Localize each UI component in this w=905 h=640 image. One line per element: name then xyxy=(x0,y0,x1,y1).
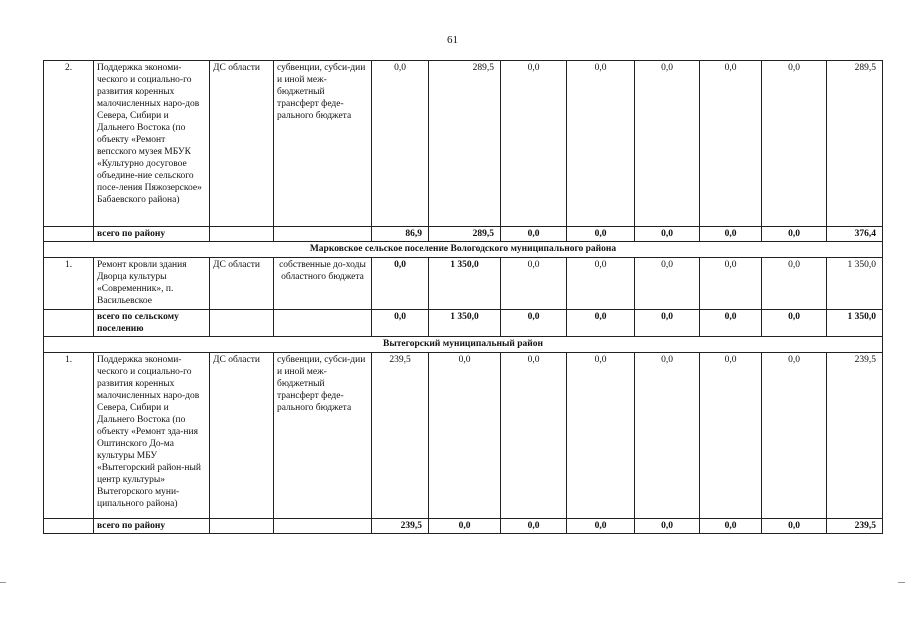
value-cell: 0,0 xyxy=(567,61,635,227)
value-cell: 239,5 xyxy=(827,353,883,519)
value-cell: 1 350,0 xyxy=(827,258,883,310)
value-cell: 0,0 xyxy=(762,353,827,519)
value-cell: 0,0 xyxy=(501,353,567,519)
row-description: Ремонт кровли здания Дворца культуры «Современник», п. Васильевское xyxy=(94,258,210,310)
scan-artifact-left xyxy=(0,582,6,583)
section-header-row xyxy=(44,337,883,353)
value-cell: 0,0 xyxy=(567,258,635,310)
total-value: 1 350,0 xyxy=(827,310,883,337)
total-value: 239,5 xyxy=(372,519,429,534)
value-cell: 289,5 xyxy=(827,61,883,227)
value-cell: 1 350,0 xyxy=(429,258,501,310)
value-cell: 0,0 xyxy=(700,61,762,227)
value-cell: 0,0 xyxy=(567,353,635,519)
total-value: 0,0 xyxy=(762,310,827,337)
total-value: 0,0 xyxy=(700,227,762,242)
value-cell: 0,0 xyxy=(700,353,762,519)
table-row xyxy=(44,258,883,310)
total-value: 0,0 xyxy=(501,519,567,534)
table-row xyxy=(44,61,883,227)
row-executor: ДС области xyxy=(210,61,274,227)
value-cell: 0,0 xyxy=(762,61,827,227)
total-value: 0,0 xyxy=(700,519,762,534)
total-row xyxy=(44,227,883,242)
value-cell: 0,0 xyxy=(762,258,827,310)
row-index: 2. xyxy=(44,61,94,227)
section-title: Марковское сельское поселение Вологодского муниципального района xyxy=(44,242,883,258)
total-value: 0,0 xyxy=(429,519,501,534)
value-cell: 0,0 xyxy=(501,258,567,310)
row-funding-source: субвенции, субси-дии и иной меж-бюджетный трансферт феде-рального бюджета xyxy=(274,353,372,519)
total-label: всего по району xyxy=(94,227,210,242)
total-value: 0,0 xyxy=(567,227,635,242)
value-cell: 239,5 xyxy=(372,353,429,519)
budget-table xyxy=(43,60,883,534)
value-cell: 0,0 xyxy=(700,258,762,310)
total-value: 0,0 xyxy=(501,310,567,337)
total-value: 376,4 xyxy=(827,227,883,242)
table-row xyxy=(44,353,883,519)
row-executor: ДС области xyxy=(210,353,274,519)
total-label: всего по району xyxy=(94,519,210,534)
total-value: 0,0 xyxy=(700,310,762,337)
value-cell: 0,0 xyxy=(635,258,700,310)
row-executor: ДС области xyxy=(210,258,274,310)
total-value: 0,0 xyxy=(762,227,827,242)
row-description: Поддержка экономи-ческого и социально-го развития коренных малочисленных наро-дов Севера, Сибири и Дальнего Востока (по объекту «Ремонт зда-ния Оштинского До-ма культуры МБУ «Вытегорский район-ный центр культуры» Вытегорского муни-ципального района) xyxy=(94,353,210,519)
value-cell: 0,0 xyxy=(372,61,429,227)
total-value: 0,0 xyxy=(567,519,635,534)
total-value: 0,0 xyxy=(762,519,827,534)
row-description: Поддержка экономи-ческого и социально-го развития коренных малочисленных наро-дов Севера, Сибири и Дальнего Востока (по объекту «Ремонт вепсского музея МБУК «Культурно досуговое объедине-ние сельского посе-ления Пяжозерское» Бабаевского района) xyxy=(94,61,210,227)
total-row xyxy=(44,310,883,337)
total-row xyxy=(44,519,883,534)
value-cell: 0,0 xyxy=(429,353,501,519)
total-label: всего по сельскому поселению xyxy=(94,310,210,337)
section-title: Вытегорский муниципальный район xyxy=(44,337,883,353)
total-value: 0,0 xyxy=(635,310,700,337)
value-cell: 0,0 xyxy=(635,61,700,227)
section-header-row xyxy=(44,242,883,258)
row-funding-source: собственные до-ходы областного бюджета xyxy=(274,258,372,310)
total-value: 86,9 xyxy=(372,227,429,242)
scan-artifact-right xyxy=(898,582,905,583)
row-funding-source: субвенции, субси-дии и иной меж-бюджетный трансферт феде-рального бюджета xyxy=(274,61,372,227)
page-number: 61 xyxy=(447,34,458,46)
row-index: 1. xyxy=(44,353,94,519)
total-value: 0,0 xyxy=(635,519,700,534)
total-value: 0,0 xyxy=(567,310,635,337)
value-cell: 0,0 xyxy=(372,258,429,310)
row-index: 1. xyxy=(44,258,94,310)
total-value: 1 350,0 xyxy=(429,310,501,337)
total-value: 0,0 xyxy=(635,227,700,242)
total-value: 289,5 xyxy=(429,227,501,242)
total-value: 0,0 xyxy=(372,310,429,337)
value-cell: 0,0 xyxy=(635,353,700,519)
value-cell: 289,5 xyxy=(429,61,501,227)
total-value: 0,0 xyxy=(501,227,567,242)
value-cell: 0,0 xyxy=(501,61,567,227)
total-value: 239,5 xyxy=(827,519,883,534)
